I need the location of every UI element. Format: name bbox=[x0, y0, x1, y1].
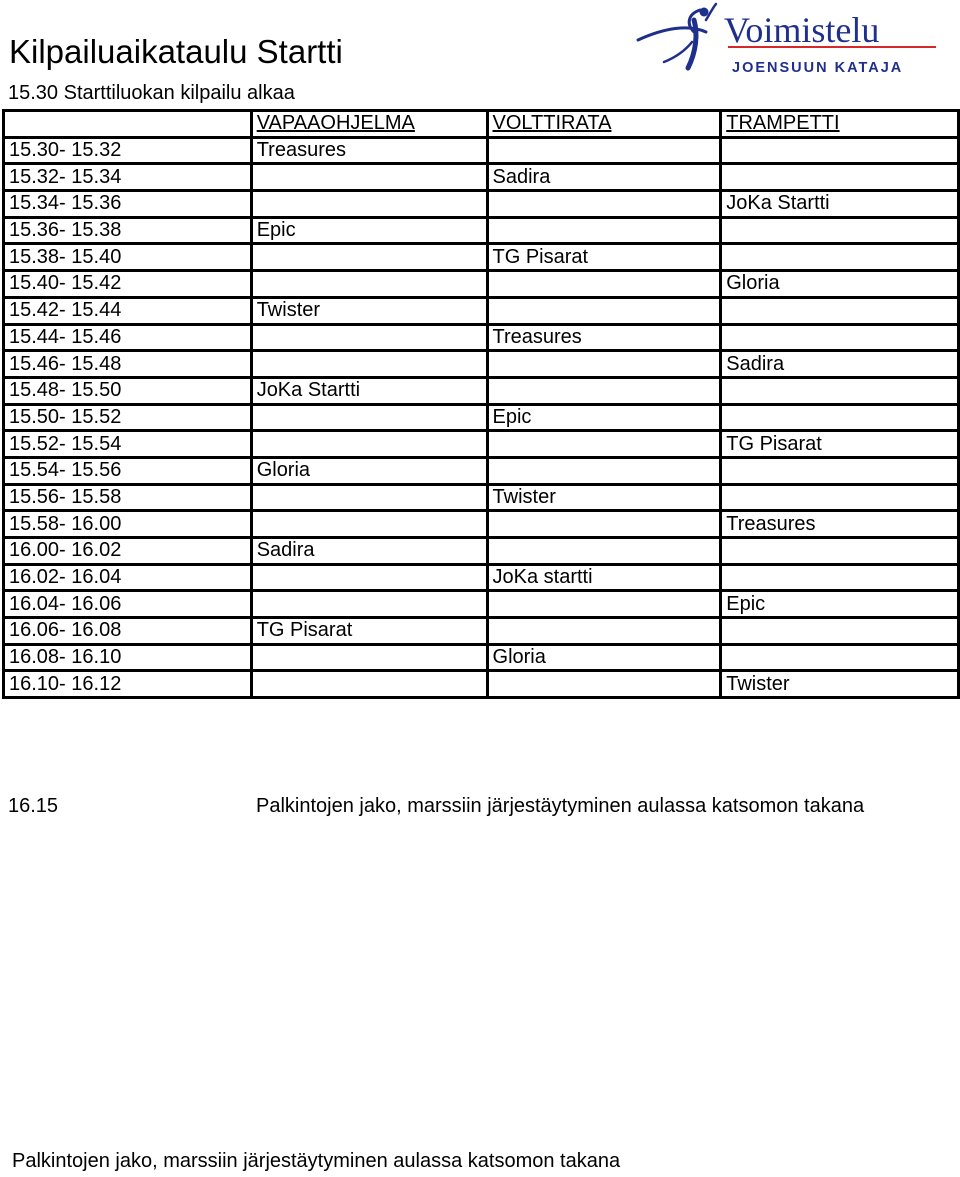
time-cell: 16.04- 16.06 bbox=[4, 591, 252, 618]
vapaaohjelma-cell bbox=[251, 644, 487, 671]
trampetti-cell: Twister bbox=[721, 671, 959, 698]
table-row bbox=[4, 511, 959, 538]
volttirata-cell bbox=[487, 377, 721, 404]
volttirata-cell bbox=[487, 457, 721, 484]
vapaaohjelma-cell bbox=[251, 164, 487, 191]
vapaaohjelma-cell bbox=[251, 564, 487, 591]
time-cell: 15.42- 15.44 bbox=[4, 297, 252, 324]
subtitle: 15.30 Starttiluokan kilpailu alkaa bbox=[8, 82, 295, 104]
table-row bbox=[4, 671, 959, 698]
time-cell: 15.34- 15.36 bbox=[4, 191, 252, 218]
vapaaohjelma-cell bbox=[251, 511, 487, 538]
time-cell: 15.30- 15.32 bbox=[4, 137, 252, 164]
vapaaohjelma-cell bbox=[251, 404, 487, 431]
vapaaohjelma-cell: TG Pisarat bbox=[251, 618, 487, 645]
vapaaohjelma-cell: Twister bbox=[251, 297, 487, 324]
table-row bbox=[4, 297, 959, 324]
volttirata-cell bbox=[487, 271, 721, 298]
trampetti-cell bbox=[721, 644, 959, 671]
vapaaohjelma-cell bbox=[251, 244, 487, 271]
table-row bbox=[4, 457, 959, 484]
volttirata-cell bbox=[487, 618, 721, 645]
trampetti-cell bbox=[721, 484, 959, 511]
voimistelu-logo bbox=[634, 2, 944, 78]
time-cell: 15.52- 15.54 bbox=[4, 431, 252, 458]
table-row bbox=[4, 591, 959, 618]
trampetti-cell bbox=[721, 564, 959, 591]
time-cell: 16.02- 16.04 bbox=[4, 564, 252, 591]
trampetti-cell: Sadira bbox=[721, 351, 959, 378]
time-cell: 16.00- 16.02 bbox=[4, 538, 252, 565]
table-row bbox=[4, 644, 959, 671]
table-row bbox=[4, 137, 959, 164]
trampetti-cell bbox=[721, 244, 959, 271]
header-time bbox=[4, 111, 252, 138]
volttirata-cell: TG Pisarat bbox=[487, 244, 721, 271]
time-cell: 15.46- 15.48 bbox=[4, 351, 252, 378]
volttirata-cell bbox=[487, 351, 721, 378]
time-cell: 15.48- 15.50 bbox=[4, 377, 252, 404]
time-cell: 15.50- 15.52 bbox=[4, 404, 252, 431]
ceremony-time: 16.15 bbox=[8, 795, 59, 817]
vapaaohjelma-cell: Sadira bbox=[251, 538, 487, 565]
volttirata-cell: JoKa startti bbox=[487, 564, 721, 591]
table-row bbox=[4, 271, 959, 298]
trampetti-cell bbox=[721, 217, 959, 244]
trampetti-cell bbox=[721, 618, 959, 645]
time-cell: 16.10- 16.12 bbox=[4, 671, 252, 698]
volttirata-cell: Treasures bbox=[487, 324, 721, 351]
vapaaohjelma-cell bbox=[251, 324, 487, 351]
bottom-note: Palkintojen jako, marssiin järjestäytyminen aulassa katsomon takana bbox=[12, 1150, 621, 1172]
time-cell: 15.32- 15.34 bbox=[4, 164, 252, 191]
trampetti-cell: Gloria bbox=[721, 271, 959, 298]
logo-name: Voimistelu bbox=[724, 10, 880, 50]
volttirata-cell bbox=[487, 137, 721, 164]
trampetti-cell bbox=[721, 377, 959, 404]
time-cell: 15.54- 15.56 bbox=[4, 457, 252, 484]
trampetti-cell bbox=[721, 404, 959, 431]
table-row bbox=[4, 618, 959, 645]
ceremony-text: Palkintojen jako, marssiin järjestäytyminen aulassa katsomon takana bbox=[256, 795, 865, 817]
vapaaohjelma-cell bbox=[251, 431, 487, 458]
time-cell: 15.44- 15.46 bbox=[4, 324, 252, 351]
time-cell: 15.38- 15.40 bbox=[4, 244, 252, 271]
volttirata-cell: Gloria bbox=[487, 644, 721, 671]
volttirata-cell bbox=[487, 297, 721, 324]
page-title: Kilpailuaikataulu Startti bbox=[9, 33, 343, 70]
trampetti-cell: TG Pisarat bbox=[721, 431, 959, 458]
volttirata-cell: Twister bbox=[487, 484, 721, 511]
schedule-header-row bbox=[4, 111, 959, 138]
table-row bbox=[4, 484, 959, 511]
trampetti-cell bbox=[721, 538, 959, 565]
logo-subtitle: JOENSUUN KATAJA bbox=[732, 60, 904, 76]
table-row bbox=[4, 404, 959, 431]
volttirata-cell bbox=[487, 431, 721, 458]
table-row bbox=[4, 351, 959, 378]
time-cell: 15.40- 15.42 bbox=[4, 271, 252, 298]
vapaaohjelma-cell bbox=[251, 351, 487, 378]
trampetti-cell bbox=[721, 137, 959, 164]
vapaaohjelma-cell: Epic bbox=[251, 217, 487, 244]
table-row bbox=[4, 538, 959, 565]
vapaaohjelma-cell bbox=[251, 484, 487, 511]
volttirata-cell bbox=[487, 671, 721, 698]
table-row bbox=[4, 217, 959, 244]
table-row bbox=[4, 431, 959, 458]
table-row bbox=[4, 191, 959, 218]
trampetti-cell bbox=[721, 324, 959, 351]
vapaaohjelma-cell bbox=[251, 671, 487, 698]
gymnast-figure-icon bbox=[638, 4, 716, 68]
vapaaohjelma-cell: JoKa Startti bbox=[251, 377, 487, 404]
schedule-table bbox=[2, 109, 960, 699]
time-cell: 15.36- 15.38 bbox=[4, 217, 252, 244]
header-volttirata: VOLTTIRATA bbox=[487, 111, 721, 138]
vapaaohjelma-cell: Gloria bbox=[251, 457, 487, 484]
trampetti-cell bbox=[721, 297, 959, 324]
table-row bbox=[4, 244, 959, 271]
vapaaohjelma-cell bbox=[251, 591, 487, 618]
volttirata-cell: Sadira bbox=[487, 164, 721, 191]
trampetti-cell bbox=[721, 457, 959, 484]
time-cell: 15.56- 15.58 bbox=[4, 484, 252, 511]
header-vapaaohjelma: VAPAAOHJELMA bbox=[251, 111, 487, 138]
volttirata-cell bbox=[487, 591, 721, 618]
trampetti-cell: Epic bbox=[721, 591, 959, 618]
table-row bbox=[4, 564, 959, 591]
table-row bbox=[4, 164, 959, 191]
time-cell: 15.58- 16.00 bbox=[4, 511, 252, 538]
table-row bbox=[4, 377, 959, 404]
vapaaohjelma-cell: Treasures bbox=[251, 137, 487, 164]
volttirata-cell bbox=[487, 511, 721, 538]
volttirata-cell bbox=[487, 217, 721, 244]
time-cell: 16.06- 16.08 bbox=[4, 618, 252, 645]
time-cell: 16.08- 16.10 bbox=[4, 644, 252, 671]
volttirata-cell bbox=[487, 538, 721, 565]
volttirata-cell: Epic bbox=[487, 404, 721, 431]
trampetti-cell: JoKa Startti bbox=[721, 191, 959, 218]
header-trampetti: TRAMPETTI bbox=[721, 111, 959, 138]
vapaaohjelma-cell bbox=[251, 191, 487, 218]
volttirata-cell bbox=[487, 191, 721, 218]
trampetti-cell bbox=[721, 164, 959, 191]
trampetti-cell: Treasures bbox=[721, 511, 959, 538]
vapaaohjelma-cell bbox=[251, 271, 487, 298]
table-row bbox=[4, 324, 959, 351]
